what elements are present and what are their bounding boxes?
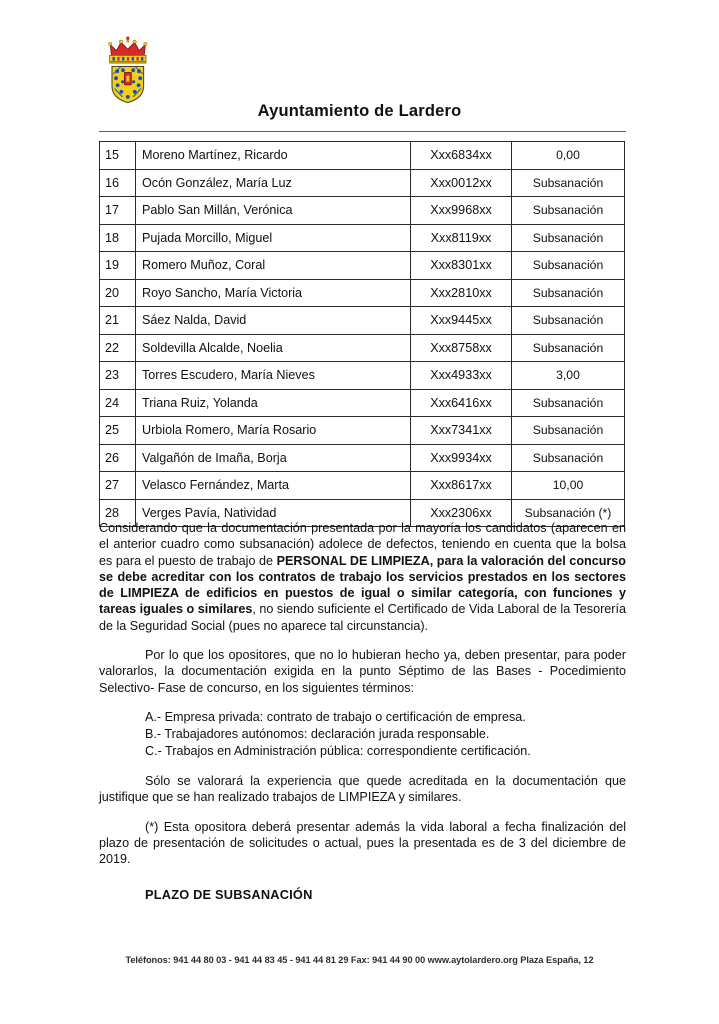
table-row	[100, 472, 625, 500]
list-item: A.- Empresa privada: contrato de trabajo o certificación de empresa.	[145, 709, 526, 724]
cell-document: Xxx6416xx	[411, 389, 512, 417]
cell-score: Subsanación	[512, 279, 625, 307]
cell-score: Subsanación	[512, 307, 625, 335]
paragraph-asterisk-note: (*) Esta opositora deberá presentar además la vida laboral a fecha finalización del plazo de presentación de solicitudes o actual, pues la presentada es de 3 del diciembre de 2019.	[99, 819, 626, 867]
cell-number: 18	[100, 224, 136, 252]
table-row	[100, 334, 625, 362]
cell-number: 24	[100, 389, 136, 417]
cell-document: Xxx8758xx	[411, 334, 512, 362]
cell-number: 26	[100, 444, 136, 472]
table-row	[100, 169, 625, 197]
cell-name: Ocón González, María Luz	[136, 169, 411, 197]
paragraph-valoracion: Sólo se valorará la experiencia que quede acreditada en la documentación que justifique que se han realizado trabajos de LIMPIEZA y similares.	[99, 773, 626, 805]
cell-document: Xxx2810xx	[411, 279, 512, 307]
cell-document: Xxx4933xx	[411, 362, 512, 390]
candidates-table	[99, 141, 625, 527]
list-item: B.- Trabajadores autónomos: declaración jurada responsable.	[145, 726, 490, 741]
cell-document: Xxx0012xx	[411, 169, 512, 197]
cell-name: Triana Ruiz, Yolanda	[136, 389, 411, 417]
cell-document: Xxx6834xx	[411, 142, 512, 170]
cell-number: 21	[100, 307, 136, 335]
table-row	[100, 279, 625, 307]
list-item: C.- Trabajos en Administración pública: correspondiente certificación.	[145, 743, 531, 758]
cell-score: Subsanación	[512, 252, 625, 280]
cell-name: Torres Escudero, María Nieves	[136, 362, 411, 390]
cell-number: 27	[100, 472, 136, 500]
cell-document: Xxx7341xx	[411, 417, 512, 445]
table-row	[100, 362, 625, 390]
paragraph-considerando	[99, 520, 626, 634]
cell-name: Valgañón de Imaña, Borja	[136, 444, 411, 472]
paragraph-considerando-part1: Considerando que la documentación presentada por la mayoría los candidatos (aparecen en el anterior cuadro como subsanación) adolece de defectos, teniendo en cuenta que la bolsa es para el puesto de trabajo de	[99, 521, 626, 568]
cell-number: 20	[100, 279, 136, 307]
cell-score: Subsanación	[512, 169, 625, 197]
page-footer: Teléfonos: 941 44 80 03 - 941 44 83 45 - 941 44 81 29 Fax: 941 44 90 00 www.aytolardero.org Plaza España, 12	[125, 955, 594, 965]
candidates-table-container	[99, 141, 611, 527]
page-title: Ayuntamiento de Lardero	[257, 102, 462, 120]
cell-name: Royo Sancho, María Victoria	[136, 279, 411, 307]
document-header	[0, 0, 719, 135]
requirements-list	[99, 709, 626, 760]
coat-of-arms-icon	[105, 36, 151, 104]
paragraph-considerando-part2: , no siendo suficiente el Certificado de Vida Laboral de la Tesorería de la Seguridad Social (pues no aparece tal circunstancia).	[99, 602, 626, 633]
cell-name: Urbiola Romero, María Rosario	[136, 417, 411, 445]
cell-document: Xxx9934xx	[411, 444, 512, 472]
cell-score: 0,00	[512, 142, 625, 170]
cell-number: 15	[100, 142, 136, 170]
cell-document: Xxx9445xx	[411, 307, 512, 335]
table-row	[100, 444, 625, 472]
header-divider	[99, 131, 626, 132]
cell-number: 17	[100, 197, 136, 225]
table-row	[100, 417, 625, 445]
cell-number: 23	[100, 362, 136, 390]
cell-name: Sáez Nalda, David	[136, 307, 411, 335]
document-body	[99, 520, 626, 902]
cell-number: 22	[100, 334, 136, 362]
paragraph-considerando-emphasis: PERSONAL DE LIMPIEZA, para la valoración del concurso se debe acreditar con los contratos de trabajo los servicios prestados en los sectores de LIMPIEZA de edificios en puestos de igual o similar categoría, con funciones y tareas iguales o similares	[99, 553, 626, 617]
cell-number: 25	[100, 417, 136, 445]
table-row	[100, 224, 625, 252]
cell-name: Velasco Fernández, Marta	[136, 472, 411, 500]
table-row	[100, 142, 625, 170]
cell-number: 16	[100, 169, 136, 197]
cell-score: Subsanación	[512, 197, 625, 225]
table-row	[100, 252, 625, 280]
cell-document: Xxx9968xx	[411, 197, 512, 225]
cell-score: Subsanación (*)	[512, 499, 625, 527]
cell-name: Pablo San Millán, Verónica	[136, 197, 411, 225]
cell-document: Xxx8617xx	[411, 472, 512, 500]
cell-score: Subsanación	[512, 417, 625, 445]
cell-number: 28	[100, 499, 136, 527]
cell-name: Verges Pavía, Natividad	[136, 499, 411, 527]
table-row	[100, 307, 625, 335]
cell-score: 10,00	[512, 472, 625, 500]
cell-score: Subsanación	[512, 444, 625, 472]
table-row	[100, 389, 625, 417]
cell-document: Xxx2306xx	[411, 499, 512, 527]
cell-document: Xxx8301xx	[411, 252, 512, 280]
cell-name: Soldevilla Alcalde, Noelia	[136, 334, 411, 362]
table-row	[100, 197, 625, 225]
cell-score: Subsanación	[512, 389, 625, 417]
cell-score: Subsanación	[512, 224, 625, 252]
cell-document: Xxx8119xx	[411, 224, 512, 252]
cell-name: Pujada Morcillo, Miguel	[136, 224, 411, 252]
cell-score: Subsanación	[512, 334, 625, 362]
cell-score: 3,00	[512, 362, 625, 390]
paragraph-opositores: Por lo que los opositores, que no lo hubieran hecho ya, deben presentar, para poder valorarlos, la documentación exigida en la punto Séptimo de las Bases - Pocedimiento Selectivo- Fase de concurso, en los siguientes términos:	[99, 648, 626, 695]
table-body	[100, 142, 625, 527]
cell-name: Moreno Martínez, Ricardo	[136, 142, 411, 170]
section-heading-plazo: PLAZO DE SUBSANACIÓN	[145, 887, 313, 903]
cell-number: 19	[100, 252, 136, 280]
cell-name: Romero Muñoz, Coral	[136, 252, 411, 280]
